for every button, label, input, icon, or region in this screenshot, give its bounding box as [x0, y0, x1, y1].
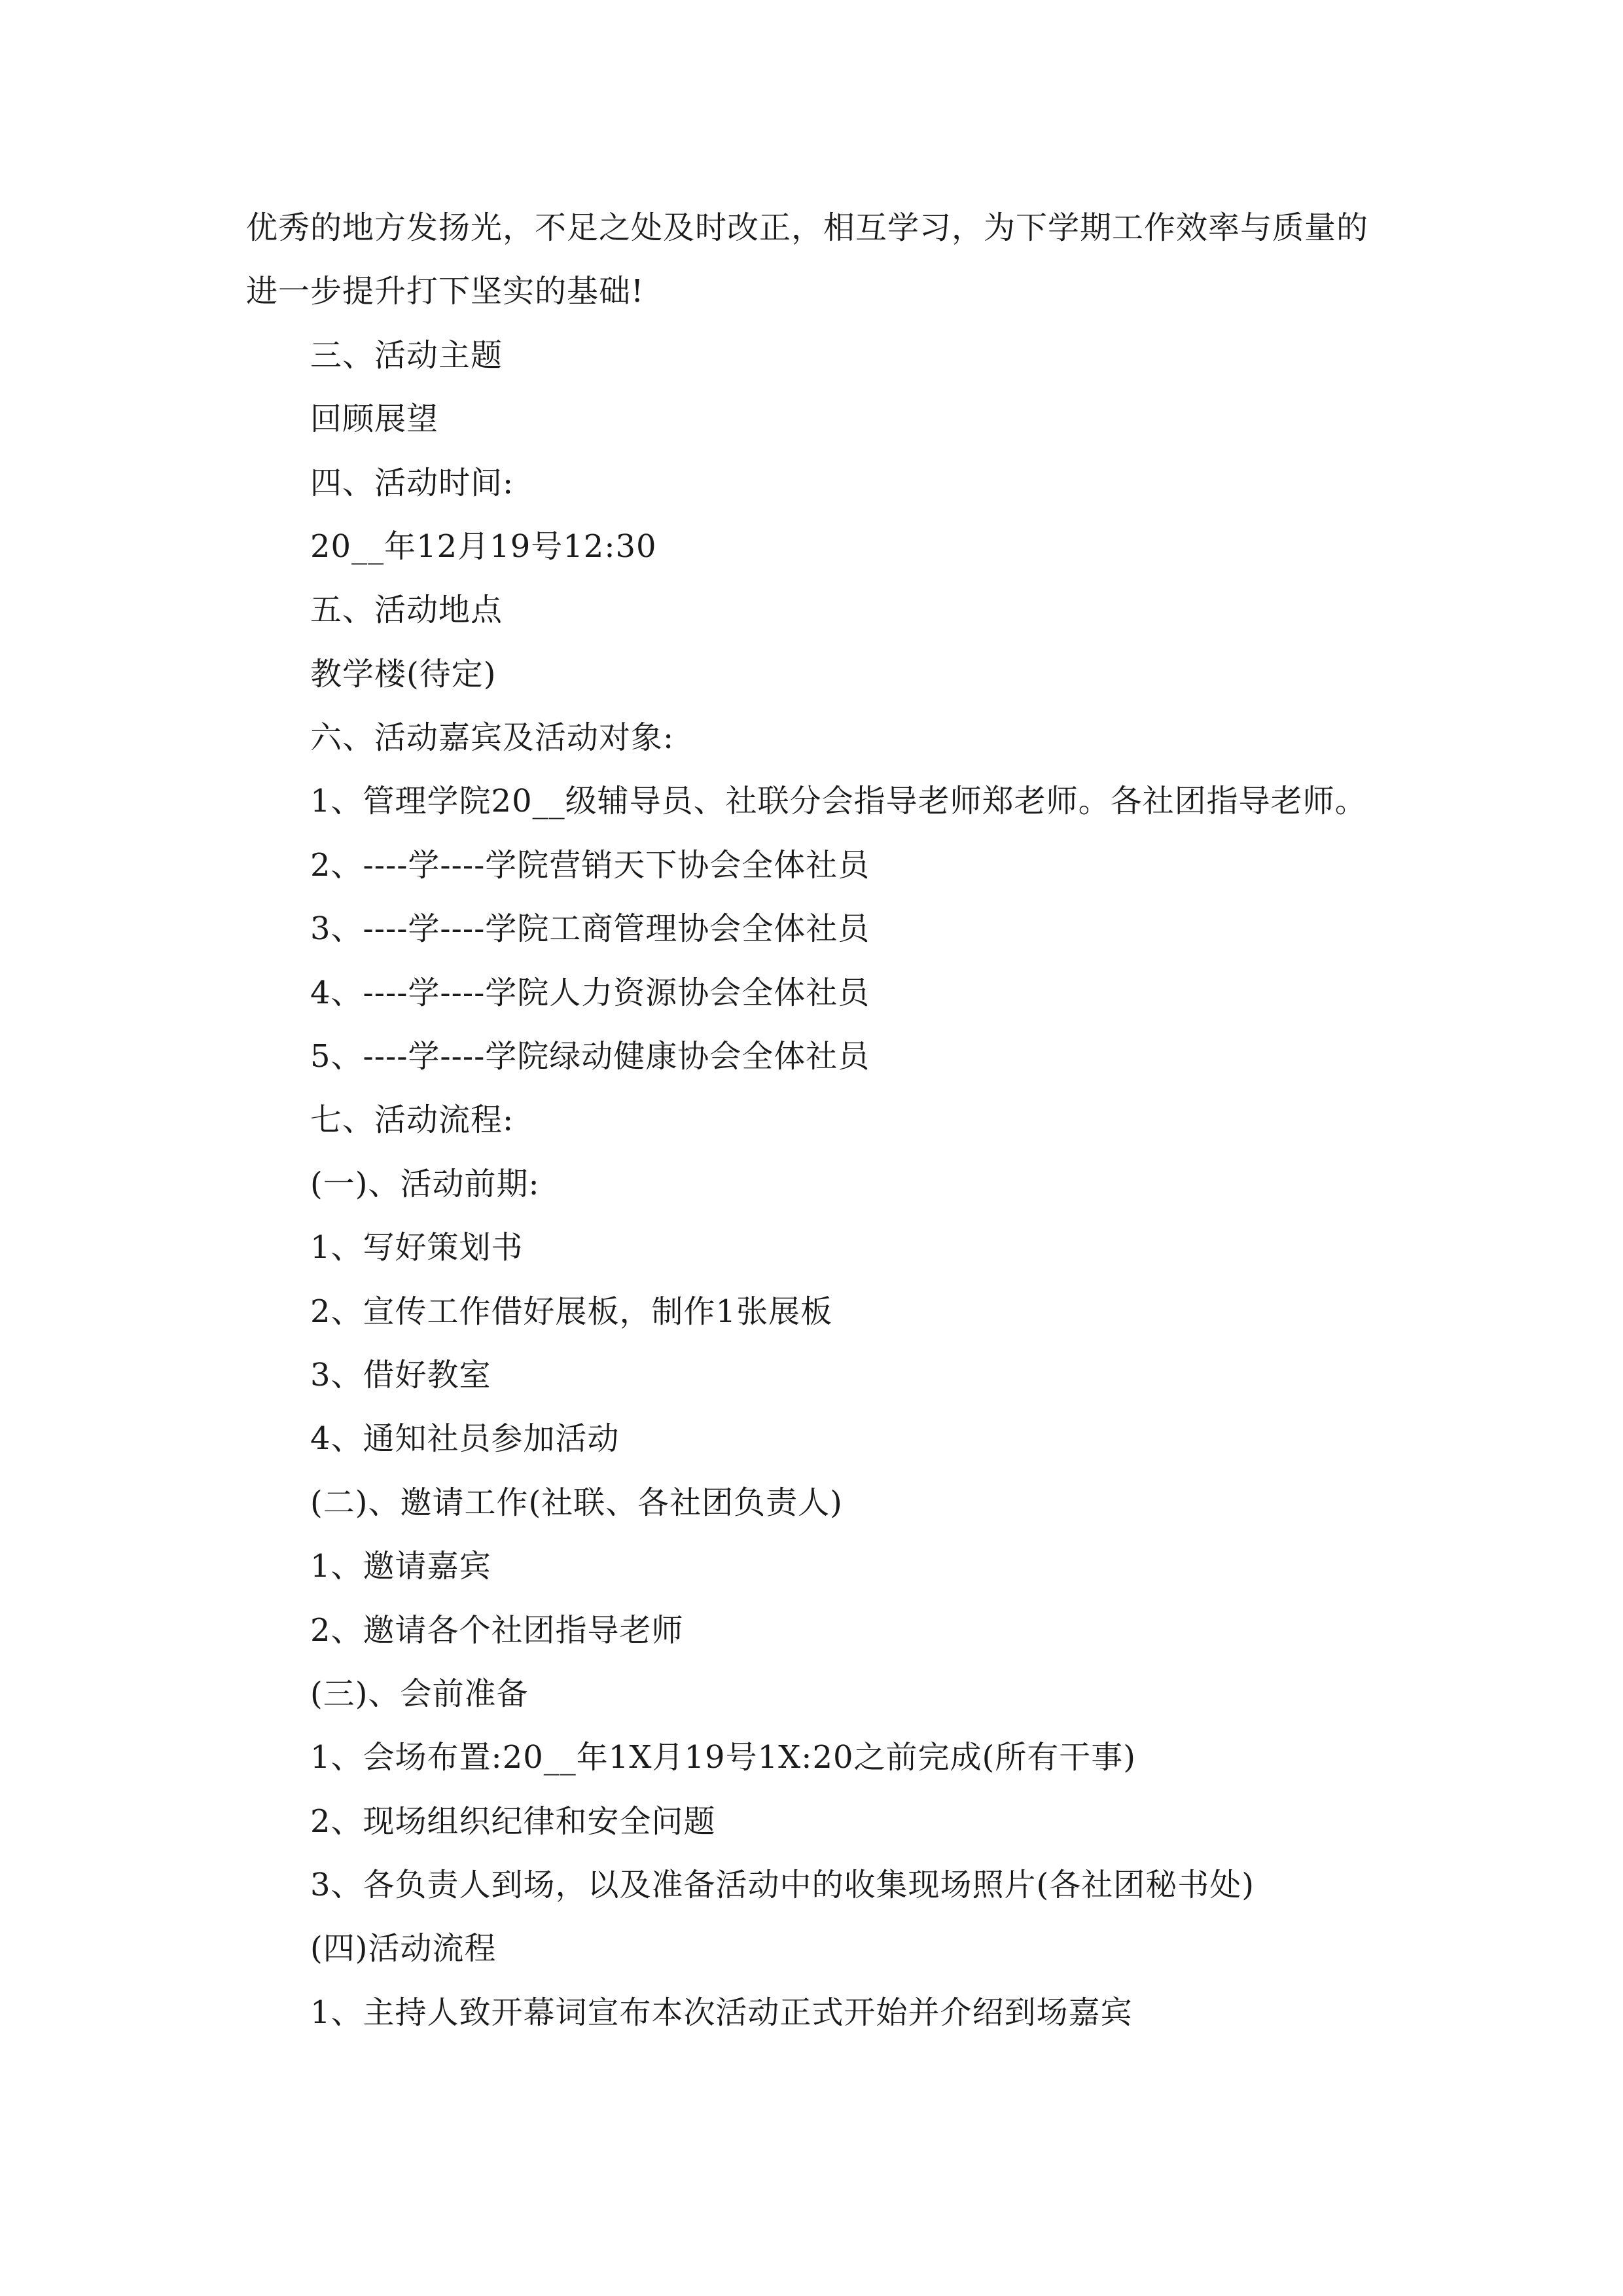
list-item: 4、----学----学院人力资源协会全体社员 — [310, 975, 870, 1011]
list-item: 1、会场布置:20__年1X月19号1X:20之前完成(所有干事) — [310, 1739, 1136, 1776]
subsection-heading: (二)、邀请工作(社联、各社团负责人) — [310, 1484, 843, 1521]
subsection-heading: (四)活动流程 — [310, 1930, 497, 1967]
list-item: 2、现场组织纪律和安全问题 — [310, 1803, 716, 1840]
list-item: 2、邀请各个社团指导老师 — [310, 1612, 684, 1649]
list-item: 1、写好策划书 — [310, 1229, 524, 1266]
list-item: 3、借好教室 — [310, 1357, 491, 1393]
section-heading-time: 四、活动时间: — [310, 465, 514, 501]
list-item: 1、邀请嘉宾 — [310, 1548, 491, 1585]
list-item: 2、宣传工作借好展板，制作1张展板 — [310, 1293, 833, 1330]
list-item: 5、----学----学院绿动健康协会全体社员 — [310, 1038, 870, 1075]
list-item: 2、----学----学院营销天下协会全体社员 — [310, 847, 870, 884]
list-item: 3、----学----学院工商管理协会全体社员 — [310, 910, 870, 947]
time-text: 20__年12月19号12:30 — [310, 528, 657, 565]
list-item: 3、各负责人到场，以及准备活动中的收集现场照片(各社团秘书处) — [310, 1867, 1255, 1903]
section-heading-process: 七、活动流程: — [310, 1102, 514, 1138]
theme-text: 回顾展望 — [310, 401, 439, 437]
list-item: 4、通知社员参加活动 — [310, 1420, 620, 1457]
section-heading-guests: 六、活动嘉宾及活动对象: — [310, 719, 675, 756]
paragraph-line: 进一步提升打下坚实的基础! — [246, 273, 645, 310]
list-item: 1、管理学院20__级辅导员、社联分会指导老师郑老师。各社团指导老师。 — [310, 783, 1367, 819]
section-heading-location: 五、活动地点 — [310, 592, 503, 628]
subsection-heading: (三)、会前准备 — [310, 1676, 529, 1712]
list-item: 1、主持人致开幕词宣布本次活动正式开始并介绍到场嘉宾 — [310, 1994, 1133, 2031]
subsection-heading: (一)、活动前期: — [310, 1166, 540, 1202]
paragraph-line: 优秀的地方发扬光，不足之处及时改正，相互学习，为下学期工作效率与质量的 — [246, 209, 1369, 246]
section-heading-theme: 三、活动主题 — [310, 337, 503, 374]
location-text: 教学楼(待定) — [310, 656, 497, 692]
